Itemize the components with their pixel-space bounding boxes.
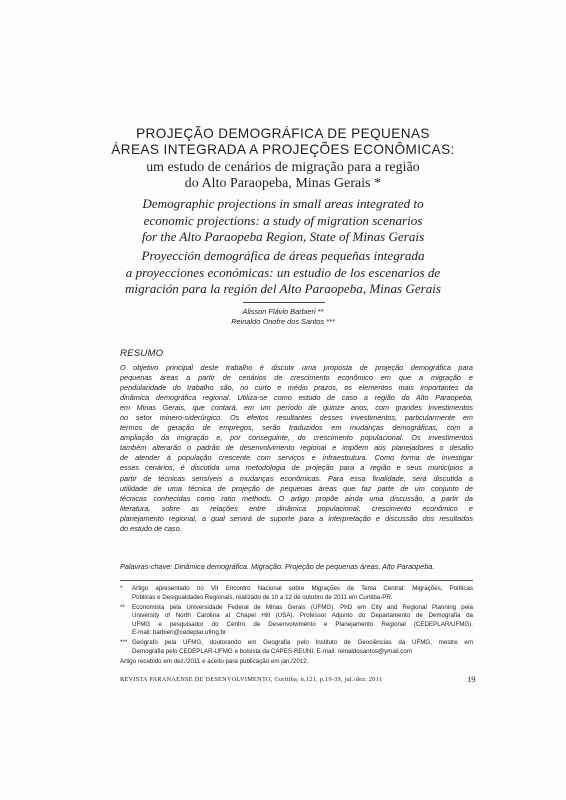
footnote-marker: ** [120,603,125,611]
spanish-title-line: migración para la región del Alto Paraopeba, Minas Gerais [124,281,442,297]
journal-citation: REVISTA PARANAENSE DE DESENVOLVIMENTO, Curitiba, n.121, p.19-39, jul./dez. 2011 [120,676,383,683]
english-title-line: economic projections: a study of migration scenarios [143,212,423,228]
abstract-line: pequenas áreas a partir de cenários de crescimento econômico em que a migração e [120,373,473,383]
abstract-line: de atender à população crescente com serviços e infraestrutura. Como forma de investigar [120,453,473,463]
footnote-divider [120,580,473,581]
footnote-email: E-mail: barbieri@cedeplar.ufmg.br [132,629,226,637]
footnote [120,604,473,638]
abstract-line: em Minas Gerais, que contará, em um período de quinze anos, com grandes investimentos [120,403,473,413]
abstract-line: dinâmica demográfica regional. Utiliza-se como estudo de caso a região do Alto Paraopeba, [120,393,473,403]
abstract-line: esses cenários, é discutida uma metodologia de projeção para a região e seus municípios a [120,463,473,473]
abstract-line: pendularidade do trabalho são, no curto e médio prazos, os elementos mais importantes da [120,383,473,393]
footnote-line: Públicas e Desigualdades Regionais, realizado de 10 a 12 de outubro de 2011 em Curitiba-PR. [132,593,393,601]
abstract-line: partir de técnicas sensíveis a mudanças econômicas. Para essa finalidade, será discutida a [120,473,473,483]
abstract-line: também alterarão o padrão de desenvolvimento regional e impõem aos planejadores o desafio [120,443,473,453]
footnote-line: Artigo apresentado no VII Encontro Nacional sobre Migrações de Tema Central: Migrações, Políticas [132,585,473,592]
footnote-line: Demografia pelo CEDEPLAR-UFMG e bolsista da CAPES-REUNI. E-mail: reinaldosantos@ymail.com [132,647,412,655]
title-line: ÁREAS INTEGRADA A PROJEÇÕES ECONÔMICAS: [111,142,455,158]
abstract-body [120,363,473,534]
footnote-line: UFMG e pesquisador do Centro de Desenvolvimento e Planejamento Regional (CEDEPLAR/UFMG). [132,620,473,628]
footnote-marker: * [120,585,123,592]
spanish-title [40,248,526,298]
spanish-title-line: a proyecciones económicas: un estudio de los escenarios de [125,264,441,280]
keywords: Palavras-chave: Dinâmica demográfica. Migração. Projeção de pequenas áreas. Alto Paraopeba. [120,562,435,571]
abstract-line: ampliação da imigração e, por conseguinte, do crescimento populacional. Os investimentos [120,433,473,443]
abstract-heading: RESUMO [120,348,164,359]
footnote-line: Geógrafo pela UFMG, doutorando em Geografia pelo Instituto de Geociências da UFMG, mestre em [132,639,473,647]
author-name: Reinaldo Onofre dos Santos *** [231,316,335,326]
footnote-line: University of North Carolina at Chapel Hill (USA). Professor Adjunto do Departamento de Demografia da [132,612,473,620]
subtitle-line: um estudo de cenários de migração para a região [146,158,420,174]
footnote [120,585,473,602]
article-title [40,126,526,192]
abstract-line: O objetivo principal deste trabalho é discutir uma proposta de projeção demográfica para [120,363,473,372]
english-title [40,196,526,246]
footnote-line: Economista pela Universidade Federal de Minas Gerais (UFMG). PhD em City and Regional Planning pela [132,603,473,611]
english-title-line: for the Alto Paraopeba Region, State of Minas Gerais [141,229,425,245]
received-note: Artigo recebido em dez./2011 e aceito para publicação em jan./2012. [120,657,309,665]
footnote [120,639,473,656]
authors-divider [243,302,325,303]
page-number: 19 [467,674,476,684]
author-list [180,307,386,327]
abstract-line: termos de geração de empregos, serão traduzidos em mudanças demográficas, com a [120,423,473,433]
abstract-line: no setor minero-siderúrgico. Os efeitos resultantes desses investimentos, particularmente em [120,413,473,423]
title-line: PROJEÇÃO DEMOGRÁFICA DE PEQUENAS [136,126,430,141]
english-title-line: Demographic projections in small areas integrated to [142,196,424,211]
abstract-line: técnicas conhecidas como ratio methods. O artigo propõe ainda uma discussão, a partir da [120,493,473,503]
subtitle-line: do Alto Paraopeba, Minas Gerais * [184,175,382,191]
footnotes [120,585,473,666]
abstract-line: utilidade de uma técnica de projeção de pequenas áreas que faz parte de um conjunto de [120,483,473,493]
abstract-line: literatura, sobre as relações entre dinâmica populacional, crescimento econômico e [120,503,473,513]
author-name: Alisson Flávio Barbieri ** [242,307,324,316]
abstract-line: planejamento regional, a qual servirá de suporte para a interpretação e discussão dos resultados [120,513,473,523]
spanish-title-line: Proyección demográfica de áreas pequeñas integrada [141,248,425,263]
abstract-line: do estudo de caso. [120,523,182,533]
footnote-marker: *** [120,639,128,647]
